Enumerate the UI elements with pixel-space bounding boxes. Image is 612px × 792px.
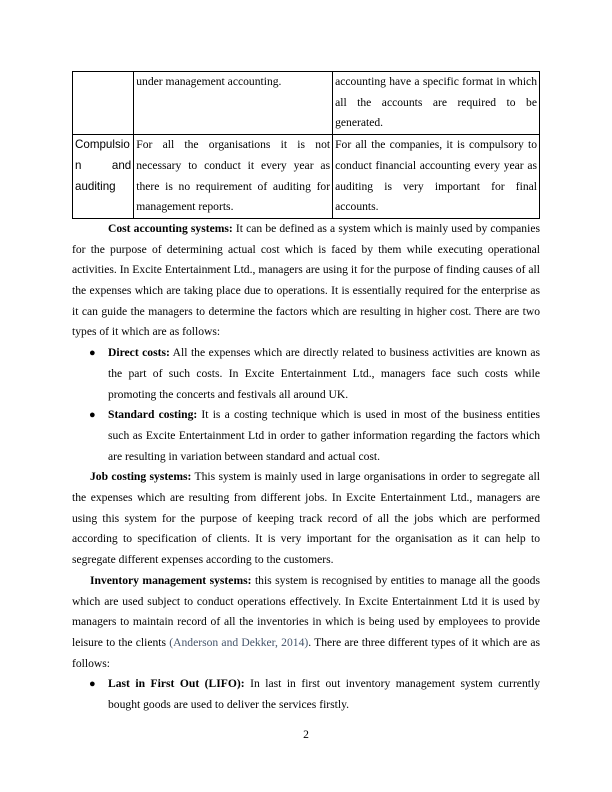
table-cell-management-accounting: For all the organisations it is not necessary to conduct it every year as there is no requirement of auditing for management reports.	[134, 135, 333, 219]
bullet-icon: ●	[89, 678, 96, 691]
list-item	[72, 343, 540, 405]
table-cell-financial-accounting: For all the companies, it is compulsory to conduct financial accounting every year as auditing is very important for final accounts.	[333, 135, 540, 219]
page-content	[72, 71, 540, 716]
table-cell-financial-accounting: accounting have a specific format in which all the accounts are required to be generated.	[333, 72, 540, 135]
cost-accounting-heading: Cost accounting systems:	[108, 221, 233, 235]
table-row	[73, 135, 540, 219]
inventory-text: this system is recognised by entities to manage all the goods which are used subject to conduct operations effectively. In Excite Entertainment Ltd it is used by managers to maintain record of all the inventories in which is being used by employees to provide leisure to the clients	[72, 573, 540, 649]
table-row	[73, 72, 540, 135]
criterion-line: auditing	[75, 179, 116, 193]
comparison-table	[72, 71, 540, 219]
list-item-heading: Standard costing:	[108, 408, 198, 422]
job-costing-heading: Job costing systems:	[90, 470, 192, 484]
bullet-icon: ●	[89, 347, 96, 360]
criterion-line: n and	[75, 158, 132, 172]
inventory-paragraph	[72, 571, 540, 675]
job-costing-paragraph	[72, 467, 540, 571]
citation: (Anderson and Dekker, 2014)	[169, 635, 309, 649]
inventory-types-list	[72, 674, 540, 715]
page-number: 2	[303, 728, 309, 741]
job-costing-text: This system is mainly used in large organisations in order to segregate all the expenses which are resulting from different jobs. In Excite Entertainment Ltd., managers are using this system for the purpose of keeping track record of all the jobs which are performed according to specification of clients. It is very important for the organisation as it can help to segregate different expenses according to the customers.	[72, 470, 540, 567]
list-item	[72, 674, 540, 715]
bullet-icon: ●	[89, 409, 96, 422]
list-item-text: In last in first out inventory management system currently bought goods are used to deliver the services firstly.	[108, 677, 540, 712]
inventory-heading: Inventory management systems:	[90, 573, 252, 587]
table-cell-management-accounting: under management accounting.	[134, 72, 333, 135]
list-item-text: It is a costing technique which is used in most of the business entities such as Excite Entertainment Ltd in order to gather information regarding the factors which are resulting in variation between standard and actual cost.	[108, 408, 540, 463]
cost-types-list	[72, 343, 540, 467]
list-item	[72, 405, 540, 467]
list-item-heading: Direct costs:	[108, 346, 170, 360]
cost-accounting-text: It can be defined as a system which is mainly used by companies for the purpose of determining actual cost which is faced by them while executing operational activities. In Excite Entertainment Ltd., managers are using it for the purpose of finding causes of all the expenses which are taking place due to operations. It is essentially required for the enterprise as it can guide the managers to determine the factors which are resulting in higher cost. There are two types of it which are as follows:	[72, 221, 540, 339]
inventory-text-end: . There are three different types of it which are as follows:	[72, 635, 540, 670]
criterion-line: Compulsio	[75, 138, 130, 152]
list-item-heading: Last in First Out (LIFO):	[108, 677, 245, 691]
list-item-text: All the expenses which are directly related to business activities are known as the part of such costs. In Excite Entertainment Ltd., managers face such costs while promoting the concerts and festivals all around UK.	[108, 346, 540, 401]
cost-accounting-paragraph	[72, 219, 540, 343]
table-cell-criterion	[73, 135, 134, 219]
table-cell-criterion	[73, 72, 134, 135]
